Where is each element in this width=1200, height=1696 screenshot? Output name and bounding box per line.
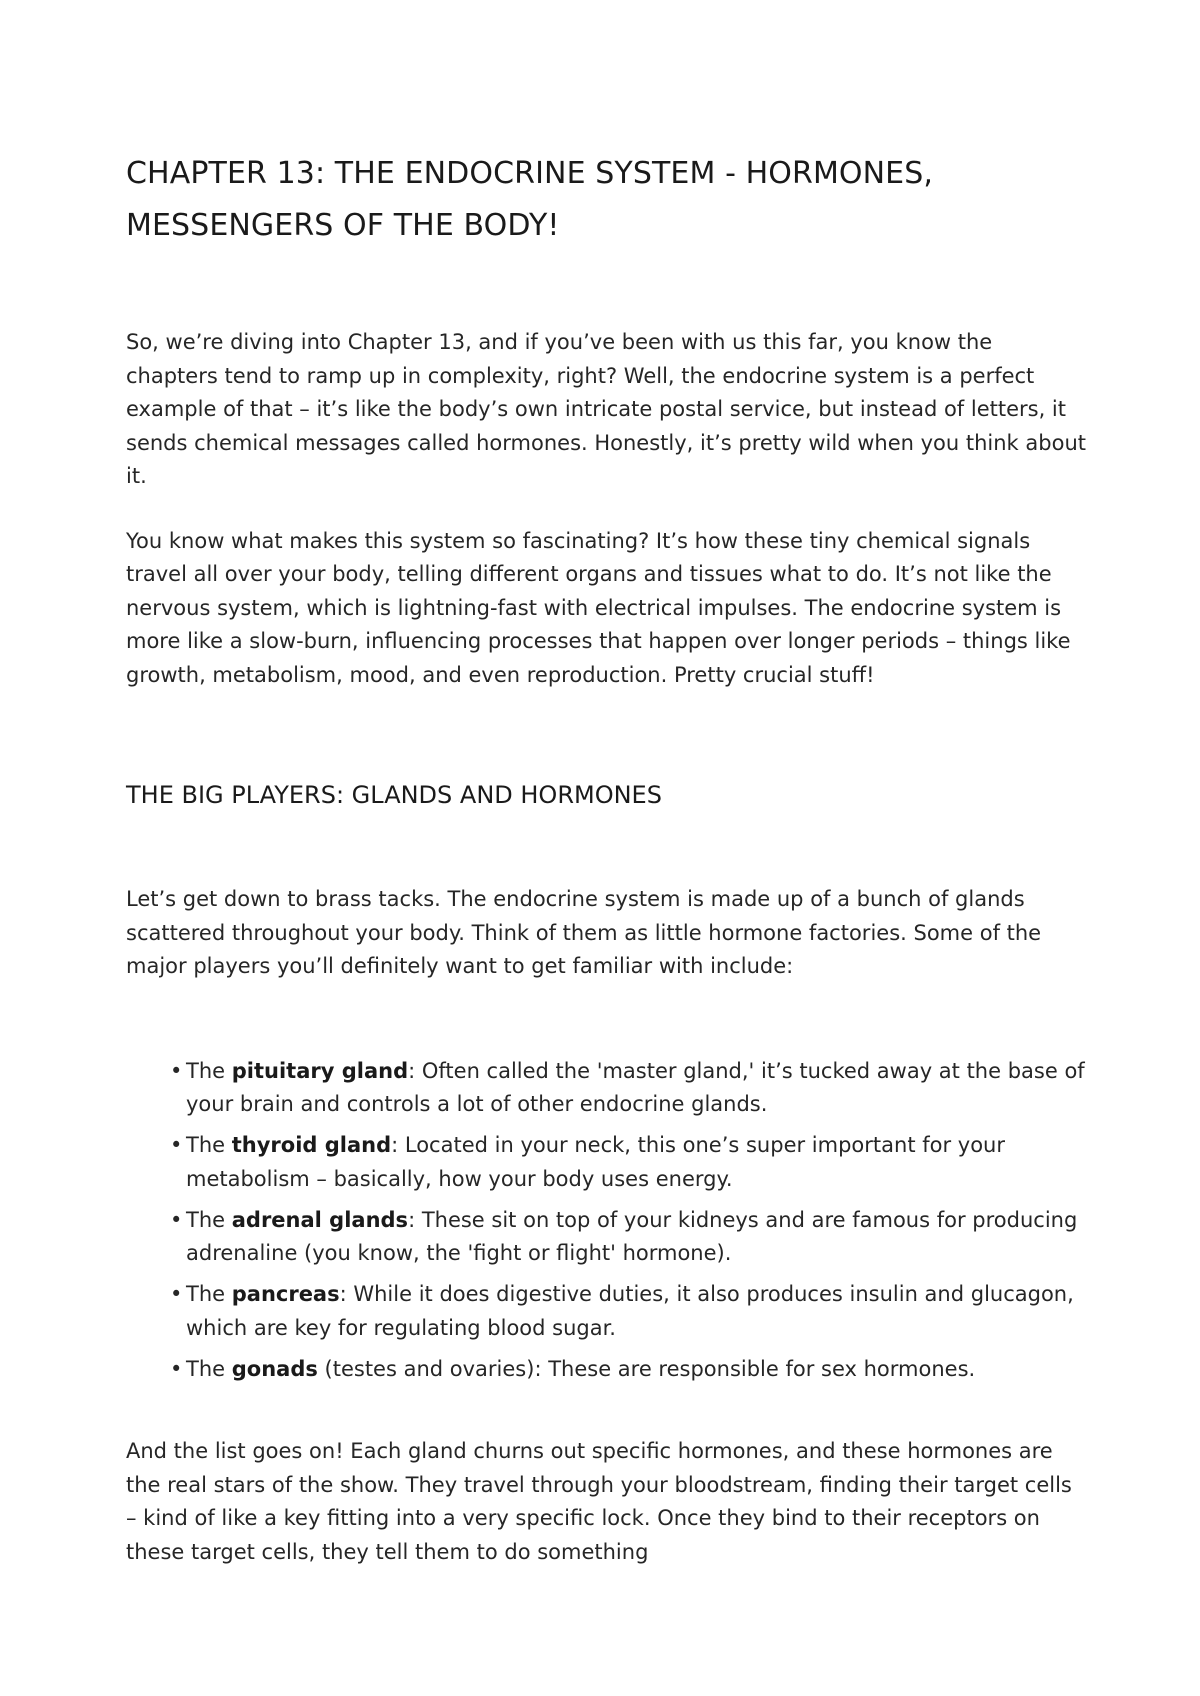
item-text: : These sit on top of your kidneys and are famous for producing adrenaline (you know, the 'fight or flight' hormone).	[186, 1207, 1078, 1265]
item-prefix: The	[186, 1207, 232, 1232]
list-item	[170, 1204, 1086, 1271]
closing-paragraph: And the list goes on! Each gland churns out specific hormones, and these hormones are the real stars of the show. They travel through your bloodstream, finding their target cells – kind of like a key fitting into a very specific lock. Once they bind to their receptors on these target cells, they tell them to do something	[126, 1439, 1072, 1564]
item-prefix: The	[186, 1058, 232, 1083]
item-prefix: The	[186, 1282, 232, 1306]
list-item	[170, 1353, 1086, 1387]
chapter-title: CHAPTER 13: THE ENDOCRINE SYSTEM - HORMONES, MESSENGERS OF THE BODY!	[126, 156, 934, 243]
list-item	[170, 1129, 1086, 1196]
intro-paragraph-2: You know what makes this system so fascinating? It’s how these tiny chemical signals travel all over your body, telling different organs and tissues what to do. It’s not like the nervous system, which is lightning-fast with electrical impulses. The endocrine system is more like a slow-burn, influencing processes that happen over longer periods – things like growth, metabolism, mood, and even reproduction. Pretty crucial stuff!	[126, 528, 1071, 687]
glands-list	[170, 1055, 1086, 1387]
item-term: pituitary gland	[231, 1058, 409, 1083]
bullet-marker: •	[170, 1133, 183, 1157]
item-text: : Often called the 'master gland,' it’s tucked away at the base of your brain and controls a lot of other endocrine glands.	[186, 1058, 1085, 1116]
section-paragraph: Let’s get down to brass tacks. The endocrine system is made up of a bunch of glands scattered throughout your body. Think of them as little hormone factories. Some of the major players you’ll definitely want to get familiar with include:	[126, 887, 1042, 978]
bullet-marker: •	[170, 1207, 183, 1232]
item-prefix: The	[186, 1356, 232, 1381]
section-heading: THE BIG PLAYERS: GLANDS AND HORMONES	[126, 781, 662, 809]
bullet-marker: •	[170, 1058, 183, 1083]
item-prefix: The	[186, 1133, 232, 1157]
item-term: thyroid gland	[231, 1133, 392, 1157]
item-text: (testes and ovaries): These are responsible for sex hormones.	[317, 1356, 976, 1381]
item-term: gonads	[231, 1356, 318, 1381]
item-term: pancreas	[231, 1282, 340, 1306]
document-body	[126, 148, 1086, 1569]
list-item	[170, 1278, 1086, 1345]
bullet-marker: •	[170, 1282, 183, 1306]
item-text: : While it does digestive duties, it also produces insulin and glucagon, which are key for regulating blood sugar.	[186, 1282, 1074, 1340]
list-item	[170, 1055, 1086, 1122]
item-term: adrenal glands	[231, 1207, 409, 1232]
intro-paragraph-1: So, we’re diving into Chapter 13, and if you’ve been with us this far, you know the chapters tend to ramp up in complexity, right? Well, the endocrine system is a perfect example of that – it’s like the body’s own intricate postal service, but instead of letters, it sends chemical messages called hormones. Honestly, it’s pretty wild when you think about it.	[126, 330, 1086, 488]
item-text: : Located in your neck, this one’s super important for your metabolism – basically, how your body uses energy.	[186, 1133, 1005, 1191]
bullet-marker: •	[170, 1356, 183, 1381]
